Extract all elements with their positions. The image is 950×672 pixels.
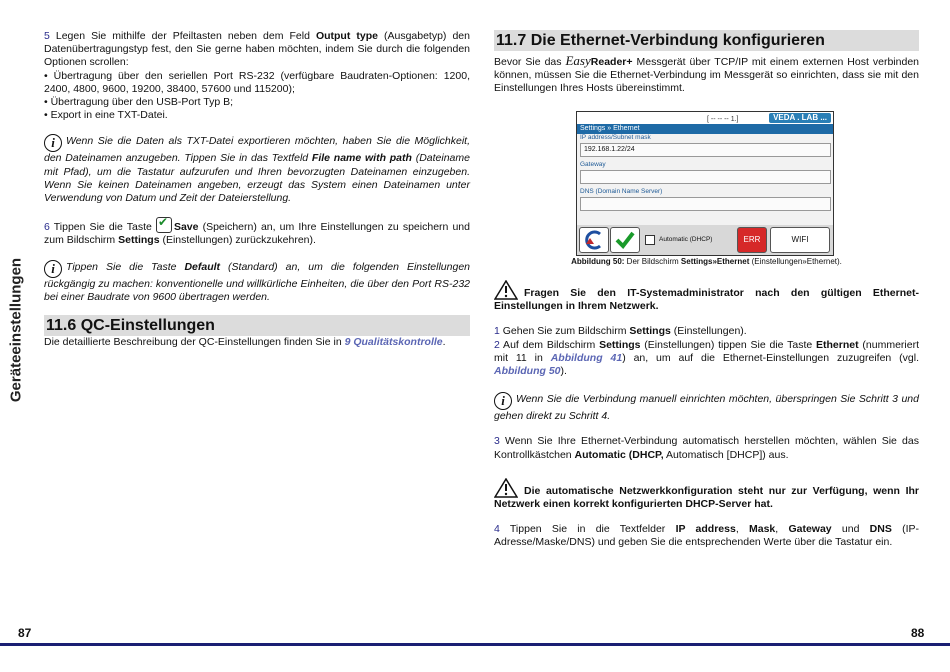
gateway-field[interactable]	[580, 170, 831, 184]
back-arrow-icon	[580, 228, 608, 252]
page-number-right: 88	[911, 626, 925, 640]
page-number-left: 87	[18, 626, 32, 640]
intro-paragraph: Bevor Sie das EasyReader+ Messgerät über TCP/IP mit einem externen Host verbinden können, müssen Sie die Ethernet-Verbindung im Messgerät so einrichten, dass sie mit den Einstellungen Ihres Hosts übereinstimmt.	[494, 53, 919, 95]
qc-link[interactable]: 9 Qualitätskontrolle	[344, 336, 443, 349]
back-button[interactable]	[579, 227, 609, 253]
section-heading-qc: 11.6 QC-Einstellungen	[44, 315, 470, 336]
warning-icon	[494, 478, 518, 498]
step-6-paragraph: 6 Tippen Sie die Taste ✔Save (Speichern) an, um Ihre Einstellungen zu speichern und zum Bildschirm Settings (Einstellungen) zurückzukehren).	[44, 217, 470, 247]
save-check-icon	[156, 217, 172, 233]
bullet-item: • Übertragung über den USB-Port Typ B;	[44, 96, 234, 109]
device-status-bar: [ -- -- -- 1.] VEDA . LAB ...	[577, 112, 833, 124]
dhcp-checkbox[interactable]	[645, 235, 655, 245]
brand-logo: Reader+	[590, 56, 633, 68]
right-column-lower	[494, 280, 919, 550]
dhcp-label: Automatic (DHCP)	[659, 236, 713, 243]
check-icon	[611, 228, 639, 252]
step-1-paragraph: 1 Gehen Sie zum Bildschirm Settings (Einstellungen).	[494, 325, 747, 338]
info-icon: i	[44, 134, 62, 152]
step-5-paragraph: 5 Legen Sie mithilfe der Pfeiltasten neben dem Feld Output type (Ausgabetyp) den Datenübertragungstyp fest, den Sie gerne haben möchten, indem Sie durch die folgenden Optionen scrollen:	[44, 30, 470, 69]
warning-note: Fragen Sie den IT-Systemadministrator nach den gültigen Ethernet-Einstellungen in Ihrem Netzwerk.	[494, 280, 919, 313]
warning-note: Die automatische Netzwerkkonfiguration steht nur zur Verfügung, wenn Ihr Netzwerk einen korrekt konfigurierten DHCP-Server hat.	[494, 478, 919, 511]
right-column	[494, 30, 919, 96]
step-3-paragraph: 3 Wenn Sie Ihre Ethernet-Verbindung automatisch herstellen möchten, wählen Sie das Kontrollkästchen Automatic (DHCP, Automatisch [DHCP]) aus.	[494, 435, 919, 461]
ip-address-field[interactable]: 192.168.1.22/24	[580, 143, 831, 157]
qc-paragraph: Die detaillierte Beschreibung der QC-Einstellungen finden Sie in 9 Qualitätskontrolle.	[44, 336, 446, 349]
info-note: i Wenn Sie die Verbindung manuell einrichten möchten, überspringen Sie Schritt 3 und gehen direkt zu Schritt 4.	[494, 393, 919, 423]
info-note: i Tippen Sie die Taste Default (Standard) an, um die folgenden Einstellungen rückgängig zu machen: konventionelle und willkürliche Einheiten, die über den Port RS-232 bei einer Baudrate von 9600 übertragen werden.	[44, 260, 470, 303]
sidebar-title: Geräteeinstellungen	[7, 257, 25, 403]
info-note: i Wenn Sie die Daten als TXT-Datei exportieren möchten, haben Sie die Möglichkeit, den Dateinamen anzugeben. Tippen Sie in das Textfeld File name with path (Dateiname mit Pfad), um die Tastatur aufzurufen und Ihren bevorzugten Dateinamen einzugeben. Wenn Sie keinen Dateinamen angeben, erzeugt das System einen Dateinamen unter Verwendung von Datum und Zeit der Dateierstellung.	[44, 135, 470, 205]
step-2-paragraph: 2 Auf dem Bildschirm Settings (Einstellungen) tippen Sie die Taste Ethernet (nummeriert mit 11 in Abbildung 41) an, um auf die Ethernet-Einstellungen zuzugreifen (vgl. Abbildung 50).	[494, 338, 919, 378]
step-number: 5	[44, 30, 50, 42]
error-button[interactable]: ERR	[737, 227, 767, 253]
ethernet-settings-screenshot: [ -- -- -- 1.] VEDA . LAB ... Settings » Ethernet IP address/Subnet mask 192.168.1.22/24 Gateway DNS (Domain Name Server) Automatic (DHCP) ERR WIFI	[576, 111, 834, 256]
figure-50-link[interactable]: Abbildung 50	[494, 365, 561, 378]
wifi-button[interactable]: WIFI	[770, 227, 830, 253]
warning-icon	[494, 280, 518, 300]
figure-41-link[interactable]: Abbildung 41	[550, 351, 623, 364]
section-heading-ethernet: 11.7 Die Ethernet-Verbindung konfigurieren	[494, 30, 919, 51]
figure-caption: Abbildung 50: Der Bildschirm Settings»Ethernet (Einstellungen»Ethernet).	[571, 257, 842, 266]
footer-rule	[0, 643, 950, 646]
bullet-item: • Übertragung über den seriellen Port RS-232 (verfügbare Baudraten-Optionen: 1200, 2400, 4800, 9600, 19200, 38400, 57600 und 115200);	[44, 69, 470, 95]
save-button[interactable]	[610, 227, 640, 253]
brand-logo: VEDA . LAB ...	[769, 113, 831, 123]
info-icon: i	[494, 392, 512, 410]
chapter-sidebar	[4, 245, 28, 415]
left-column	[44, 30, 470, 349]
bullet-item: • Export in eine TXT-Datei.	[44, 109, 168, 122]
device-button-bar	[577, 225, 833, 255]
device-breadcrumb: Settings » Ethernet	[577, 124, 833, 134]
brand-logo: Easy	[565, 53, 591, 68]
dns-field[interactable]	[580, 197, 831, 211]
step-4-paragraph: 4 Tippen Sie in die Textfelder IP address, Mask, Gateway und DNS (IP-Adresse/Maske/DNS) und geben Sie die entsprechenden Werte über die Tastatur ein.	[494, 523, 919, 549]
info-icon: i	[44, 260, 62, 278]
